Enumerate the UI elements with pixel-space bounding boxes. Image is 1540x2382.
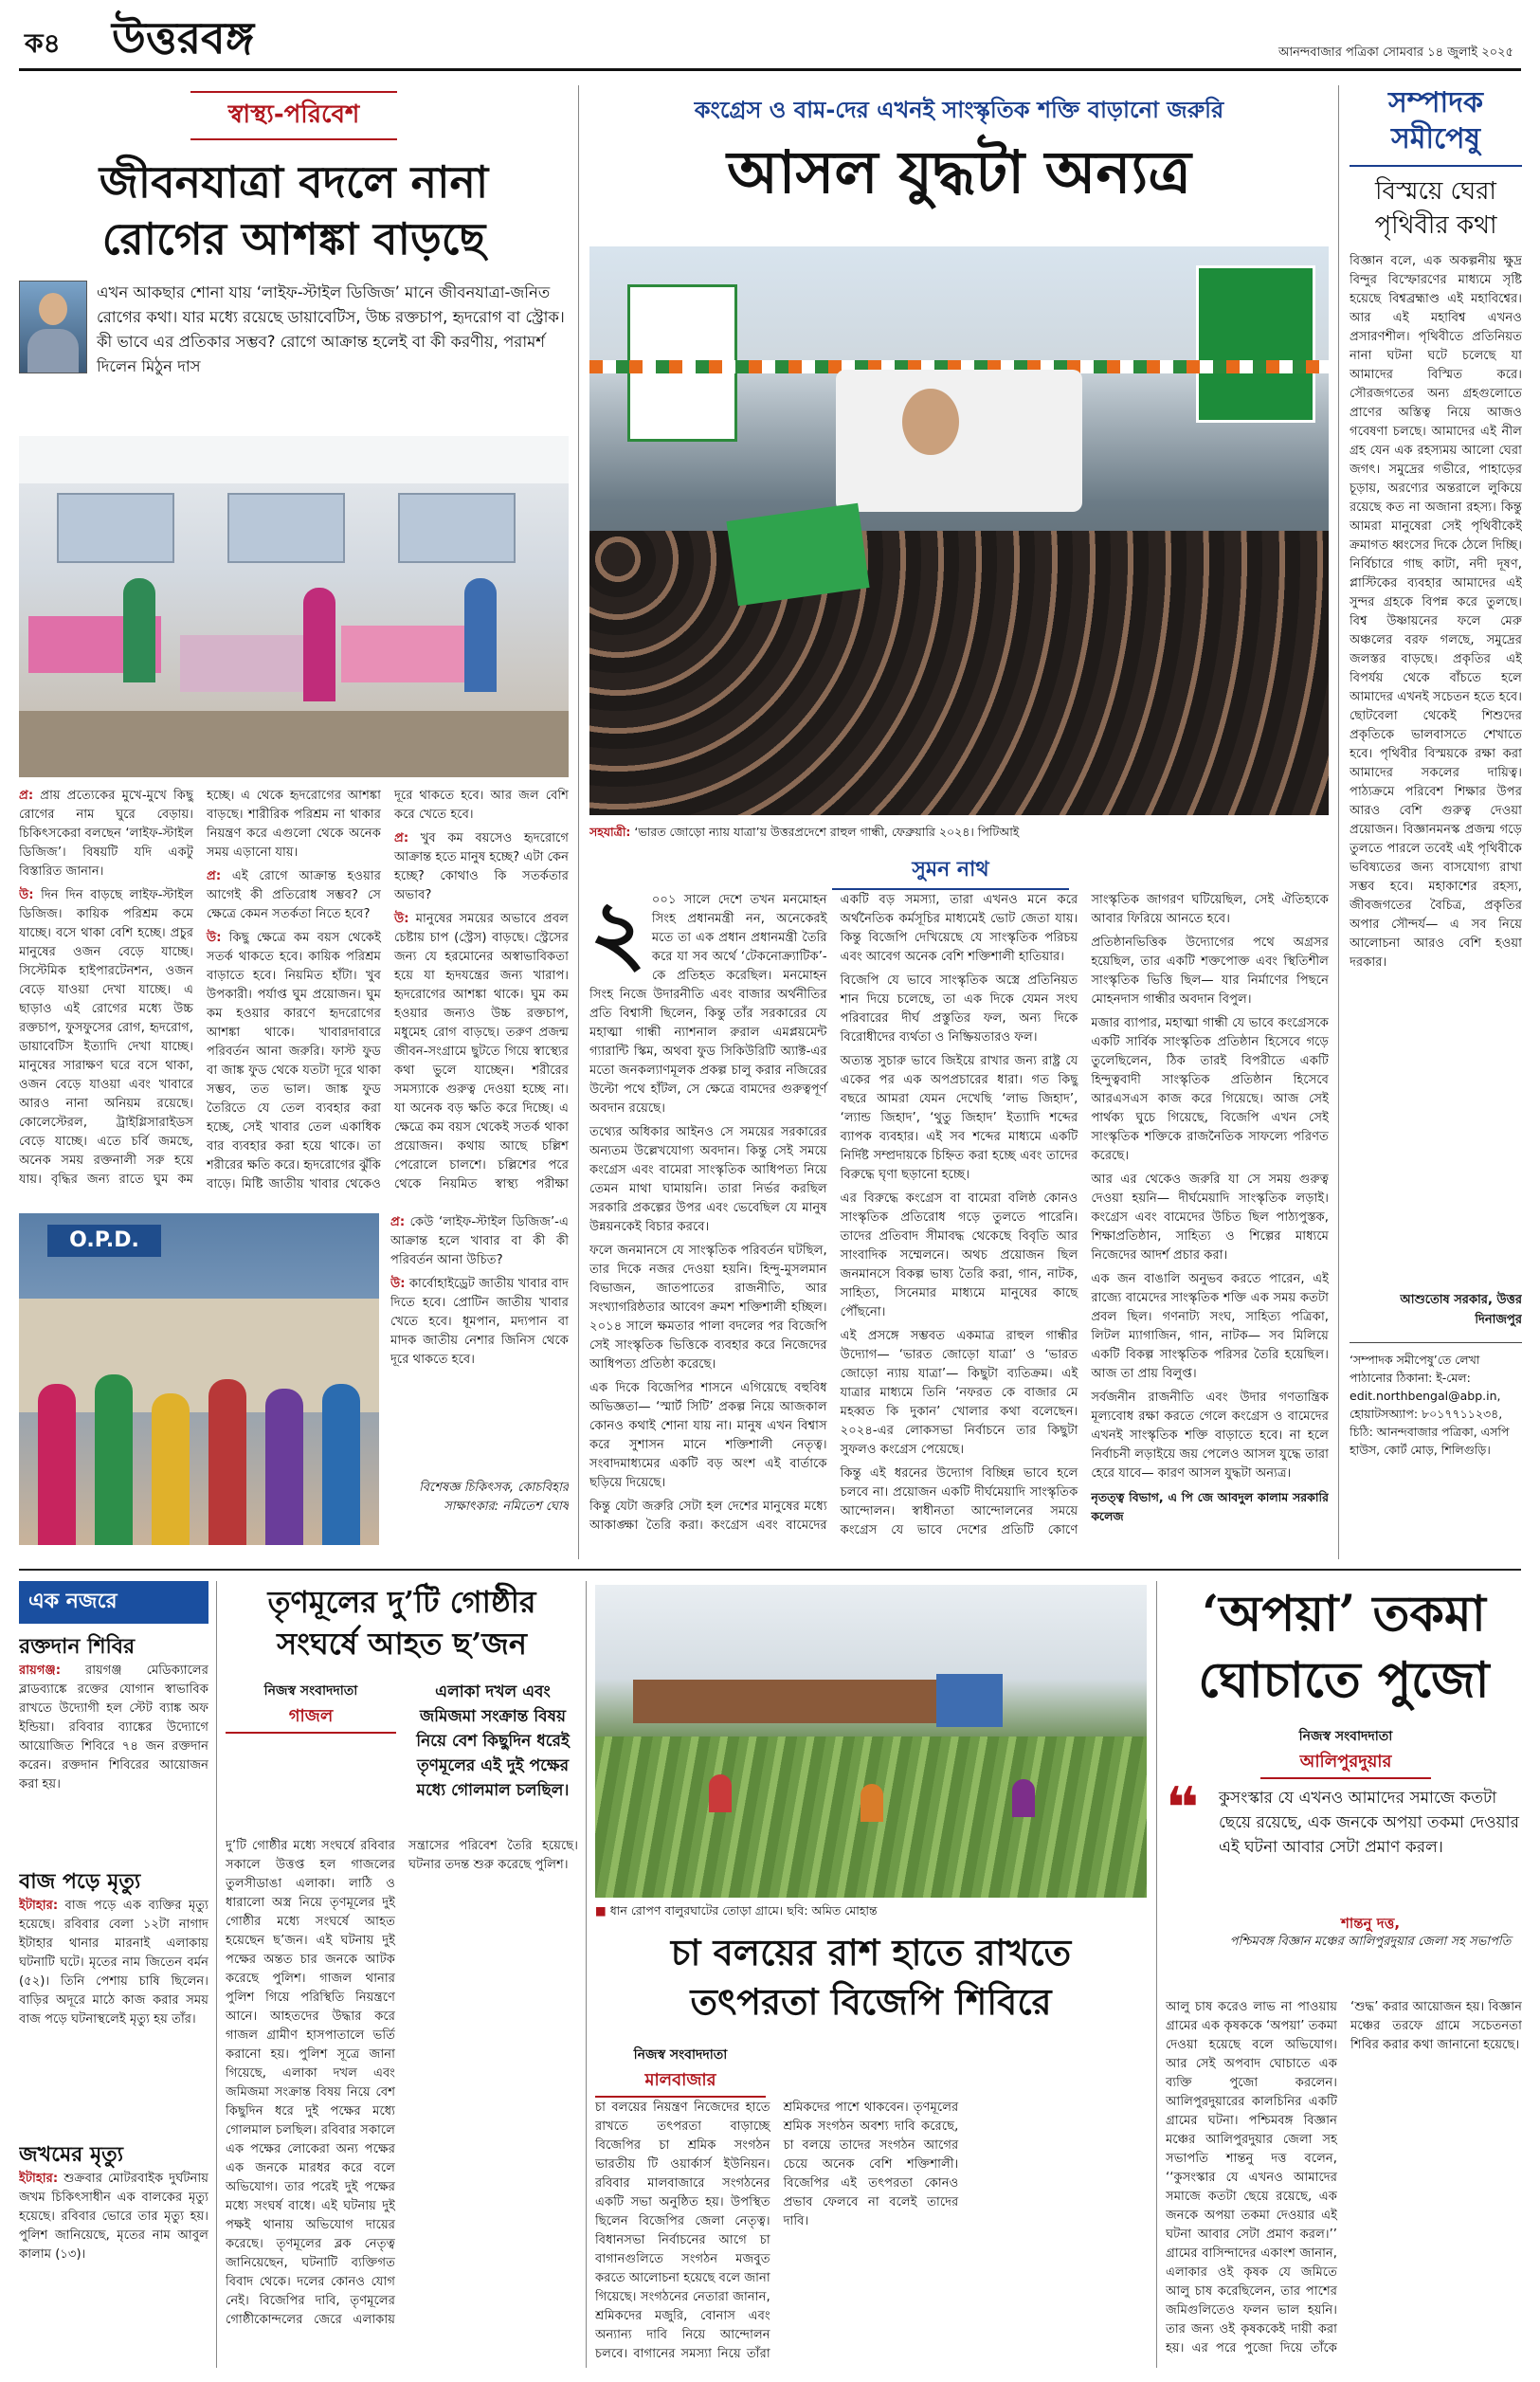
dropcap: ২ <box>589 882 646 983</box>
puja-headline-2: ঘোচাতে পুজো <box>1198 1651 1490 1709</box>
paper-date: আনন্দবাজার পত্রিকা সোমবার ১৪ জুলাই ২০২৫ <box>1277 45 1513 60</box>
health-headline <box>19 154 569 267</box>
opd-sign: O.P.D. <box>47 1225 161 1257</box>
health-intro: এখন আকছার শোনা যায় ‘লাইফ-স্টাইল ডিজিজ’ মানে জীবনযাত্রা-জনিত রোগের কথা। যার মধ্যে রয়েছে ডায়াবেটিস, উচ্চ রক্তচাপ, হৃদরোগ বা স্ট্রোক। কী ভাবে এর প্রতিকার সম্ভব? রোগে আক্রান্ত হলেই বা কী করণীয়, পরামর্শ দিলেন মিঠুন দাস <box>97 283 565 375</box>
politics-para: সর্বজনীন রাজনীতি এবং উদার গণতান্ত্রিক মূল্যবোধ রক্ষা করতে গেলে কংগ্রেস ও বামেদের এখনই সাংস্কৃতিক শক্তি বাড়াতে হবে। না হলে নির্বাচনী লড়াইয়ে জয় পেলেও আসল যুদ্ধে তারা হেরে যাবে— কারণ আসল যুদ্ধটা অন্যত্র। <box>1091 1391 1329 1481</box>
letters-kicker <box>1350 85 1522 157</box>
quote-mark-icon: ❝ <box>1166 1775 1200 1842</box>
politics-article <box>589 85 1329 1564</box>
health-credit-interviewer: সাক্ষাৎকার: নমিতেশ ঘোষ <box>444 1500 569 1514</box>
tea-reporter: নিজস্ব সংবাদদাতা <box>633 2047 728 2063</box>
brief-item <box>19 1868 208 2134</box>
letters-column <box>1350 85 1522 1564</box>
politics-para: ২ ০০১ সালে দেশে তখন মনমোহন সিংহ প্রধানমন্ত্রী নন, অনেকেরই মতে তা এক প্রধান প্রধানমন্ত্রী তৈরি করে যা সব অর্থে ‘টেকনোক্র্যাটিক’-কে প্রতিহত করেছিল। মনমোহন সিংহ নিজে উদারনীতি এবং বাজার অর্থনীতির প্রতি বিশ্বাসী ছিলেন, কিন্তু তাঁর সরকারের যে মহাত্মা গান্ধী ন্যাশনাল রুরাল এমপ্লয়মেন্ট গ্যারান্টি স্কিম, অথবা ফুড সিকিউরিটি অ্যাক্ট-এর মতো জনকল্যাণমূলক প্রকল্প চালু করার নজিরের উল্টো পথে হাঁটল, সে ক্ষেত্রে বামদের গুরুত্বপূর্ণ অবদান রয়েছে। <box>589 882 827 1116</box>
author-photo <box>19 281 87 373</box>
rally-caption <box>589 825 1329 840</box>
section-rule <box>19 1569 1521 1571</box>
politics-para: এক দিকে বিজেপির শাসনে এগিয়েছে বহুবিধ অভিজ্ঞতা— ‘স্মার্ট সিটি’ প্রকল্প নিয়ে আজকাল কোনও কথাই শোনা যায় না। মানুষ এখন বিশ্বাস করে সুশাসন মানে শক্তিশালী নেতৃত্ব। সংবাদমাধ্যমের একটি বড় অংশ এই বার্তাকে ছড়িয়ে দিয়েছে। <box>589 1381 827 1490</box>
clash-headline-1: তৃণমূলের দু’টি গোষ্ঠীর <box>267 1584 536 1620</box>
puja-quote-by: শান্তনু দত্ত, <box>1340 1915 1401 1932</box>
paddy-caption: ■ ধান রোপণ বালুরঘাটের তোড়া গ্রামে। ছবি: অমিত মোহান্ত <box>595 1903 878 1918</box>
politics-author-note: নৃতত্ত্ব বিভাগ, এ পি জে আবদুল কালাম সরকারি কলেজ <box>1091 1490 1329 1523</box>
qa-item: প্র: প্রায় প্রত্যেকের মুখে-মুখে কিছু রোগের নাম ঘুরে বেড়ায়। চিকিৎসকেরা বলছেন ‘লাইফ-স্টাইল ডিজিজ’। বিষয়টি যদি একটু বিস্তারিত জানান। <box>19 789 193 879</box>
opd-queue-photo <box>19 1213 379 1545</box>
health-article <box>19 85 569 1564</box>
clash-headline-2: সংঘর্ষে আহত ছ’জন <box>277 1626 527 1662</box>
puja-headline-1: ‘অপয়া’ তকমা <box>1202 1585 1486 1643</box>
qa-item: উ: কিছু ক্ষেত্রে কম বয়স থেকেই সতর্ক থাকতে হবে। কায়িক পরিশ্রম বাড়াতে হবে। নিয়মিত হাঁটা। খুব উপকারী। পর্যাপ্ত ঘুম প্রয়োজন। ঘুম কম হওয়ার কারণে হৃদরোগের আশঙ্কা থাকে। খাবারদাবারে পরিবর্তন আনা জরুরি। ফাস্ট ফুড বা জাঙ্ক ফুড থেকে যতটা দূরে থাকা সম্ভব, তত ভাল। জাঙ্ক ফুড তৈরিতে যে তেল ব্যবহার করা হচ্ছে, সেই খাবার তেল একাধিক বার ব্যবহার করা হয়ে থাকে। তা শরীরের ক্ষতি করে। হৃদরোগের ঝুঁকি বাড়ে। মিষ্টি জাতীয় খাবার থেকেও দূরে থাকতে হবে। আর জল বেশি করে খেতে হবে। <box>207 789 569 1191</box>
health-qa-bottom <box>390 1213 569 1469</box>
qa-item: উ: দিন দিন বাড়ছে লাইফ-স্টাইল ডিজিজ। কায়িক পরিশ্রম কমে যাচ্ছে। বসে থাকা বেশি হচ্ছে। প্রচুর মানুষের ওজন বেড়ে যাচ্ছে। সিস্টেমিক হাইপারটেনশন, ওজন বেড়ে যাওয়া দেখা যাচ্ছে। এ ছাড়াও এই রোগের মধ্যে উচ্চ রক্তচাপ, ফুসফুসের রোগ, হৃদরোগ, ডায়াবেটিস ইত্যাদি দেখা যাচ্ছে। মানুষের সারাক্ষণ ঘরে বসে থাকা, ওজন বেড়ে যাওয়া এবং খাবারে আরও নানা অনিয়ম রয়েছে। কোলেস্টেরল, ট্রাইগ্লিসারাইডস বেড়ে যাচ্ছে। এতে চর্বি জমছে, অনেক সময় রক্তনালী সরু হয়ে যায়। বৃদ্ধির জন্য রাতে ঘুম কম হচ্ছে। এ থেকে হৃদরোগের আশঙ্কা বাড়ছে। শারীরিক পরিশ্রম না থাকার নিয়ন্ত্রণ করে এগুলো থেকে অনেক সময় এড়ানো যায়। <box>19 789 381 1187</box>
politics-para: বিজেপি যে ভাবে সাংস্কৃতিক অস্ত্রে প্রতিনিয়ত শান দিয়ে চলেছে, তা এক দিকে যেমন সংঘ পরিবারের দীর্ঘ প্রস্তুতির ফল, অন্য দিকে বিরোধীদের ব্যর্থতা ও নিষ্ক্রিয়তারও ফল। <box>840 973 1078 1045</box>
letters-notice: ‘সম্পাদক সমীপেষু’তে লেখা পাঠানোর ঠিকানা: ই-মেল: edit.northbengal@abp.in, হোয়াটসঅ্যাপ: ৮০১৭৭১১২৩৪, চিঠি: আনন্দবাজার পত্রিকা, এসপি হাউস, কোর্ট মোড়, শিলিগুড়ি। <box>1350 1342 1522 1459</box>
letter-headline <box>1350 165 1522 243</box>
politics-headline: আসল যুদ্ধটা অন্যত্র <box>727 137 1191 207</box>
politics-para: ফলে জনমানসে যে সাংস্কৃতিক পরিবর্তন ঘটছিল, তার দিকে নজর দেওয়া হয়নি। হিন্দু-মুসলমান বিভাজন, জাতপাতের রাজনীতি, আর সংখ্যাগরিষ্ঠতার আবেগ ক্রমশ শক্তিশালী হচ্ছিল। ২০১৪ সালে ক্ষমতার পালা বদলের পর বিজেপি সেই সাংস্কৃতিক ভিত্তিকে ব্যবহার করে নিজেদের আধিপত্য প্রতিষ্ঠা করেছে। <box>589 1244 827 1372</box>
brief-text: ইটাহার: শুক্রবার মোটরবাইক দুর্ঘটনায় জখম চিকিৎসাধীন এক বালকের মৃত্যু হয়েছে। রবিবার ভোরে তার মৃত্যু হয়। পুলিশ জানিয়েছে, মৃতের নাম আবুল কালাম (১৩)। <box>19 2172 208 2262</box>
masthead <box>0 0 1540 74</box>
tea-article <box>595 1928 1147 2368</box>
letter-headline-2: পৃথিবীর কথা <box>1374 211 1497 240</box>
briefs-label: এক নজরে <box>19 1581 208 1624</box>
health-headline-line1: জীবনযাত্রা বদলে নানা <box>99 156 489 208</box>
health-headline-line2: রোগের আশঙ্কা বাড়ছে <box>101 213 486 264</box>
clash-article <box>226 1581 578 2368</box>
qa-item: প্র: কেউ ‘লাইফ-স্টাইল ডিজিজ’-এ আক্রান্ত হলে খাবার বা কী কী পরিবর্তন আনা উচিত? <box>390 1215 569 1267</box>
paddy-field-photo <box>595 1585 1147 1898</box>
clash-pullquote: এলাকা দখল এবং জমিজমা সংক্রান্ত বিষয় নিয়ে বেশ কিছুদিন ধরেই তৃণমূলের এই দুই পক্ষের মধ্যে গোলমাল চলছিল। <box>416 1682 570 1800</box>
column-rule <box>216 1581 217 2368</box>
column-rule <box>1156 1581 1157 2368</box>
rally-caption-text: ‘ভারত জোড়ো ন্যায় যাত্রা’য় উত্তরপ্রদেশে রাহুল গান্ধী, ফেব্রুয়ারি ২০২৪। পিটিআই <box>634 825 1020 839</box>
brief-text: ইটাহার: বাজ পড়ে এক ব্যক্তির মৃত্যু হয়েছে। রবিবার বেলা ১২টা নাগাদ ইটাহার থানার মারনাই এলাকায় ঘটনাটি ঘটে। মৃতের নাম জিতেন বর্মন (৫২)। তিনি পেশায় চাষি ছিলেন। বাড়ির অদূরে মাঠে কাজ করার সময় বাজ পড়ে ঘটনাস্থলেই মৃত্যু হয় তাঁর। <box>19 1899 208 2027</box>
brief-item <box>19 1633 208 1861</box>
health-credit-role: বিশেষজ্ঞ চিকিৎসক, কোচবিহার <box>419 1481 569 1495</box>
brief-text: রায়গঞ্জ: রায়গঞ্জ মেডিক্যালের ব্লাডব্যাঙ্কে রক্তের যোগান স্বাভাবিক রাখতে উদ্যোগী হল স্টেট ব্যাঙ্ক অফ ইন্ডিয়া। রবিবার ব্যাঙ্কের উদ্যোগে আয়োজিত শিবিরে ৭৪ জন রক্তদান করেন। রক্তদান শিবিরের আয়োজন করা হয়। <box>19 1664 208 1791</box>
qa-item: প্র: এই রোগে আক্রান্ত হওয়ার আগেই কী প্রতিরোধ সম্ভব? সে ক্ষেত্রে কেমন সতর্কতা নিতে হবে? <box>207 869 381 921</box>
brief-head: বাজ পড়ে মৃত্যু <box>19 1870 141 1894</box>
rally-photo <box>589 246 1329 815</box>
column-rule <box>1338 85 1339 1559</box>
politics-para: এক জন বাঙালি অনুভব করতে পারেন, এই রাজ্যে বামেদের সাংস্কৃতিক শক্তি এক সময় কতটা প্রবল ছিল। গণনাট্য সংঘ, সাহিত্য পত্রিকা, লিটল ম্যাগাজিন, গান, নাটক— সব মিলিয়ে একটি বিকল্প সাংস্কৃতিক পরিসর তৈরি হয়েছিল। আজ তা প্রায় বিলুপ্ত। <box>1091 1272 1329 1381</box>
politics-kicker: কংগ্রেস ও বাম-দের এখনই সাংস্কৃতিক শক্তি বাড়ানো জরুরি <box>694 97 1224 123</box>
brief-head: রক্তদান শিবির <box>19 1635 136 1659</box>
puja-dateline: আলিপুরদুয়ার <box>1260 1748 1431 1779</box>
politics-para: অত্যন্ত সুচারু ভাবে জিইয়ে রাখার জন্য রাষ্ট্র যে একের পর এক অপপ্রচারের ধারা। গত কিছু বছরে আমরা যেমন দেখেছি ‘লাভ জিহাদ’, ‘ল্যান্ড জিহাদ’, ‘থুতু জিহাদ’ ইত্যাদি শব্দের ব্যাপক ব্যবহার। এই সব শব্দের মাধ্যমে একটি নির্দিষ্ট সম্প্রদায়কে চিহ্নিত করা হচ্ছে এবং তাদের বিরুদ্ধে ঘৃণা ছড়ানো হচ্ছে। <box>840 1054 1078 1182</box>
qa-item: প্র: খুব কম বয়সেও হৃদরোগে আক্রান্ত হতে মানুষ হচ্ছে? এটা কেন হচ্ছে? কোথাও কি সতর্কতার অভাব? <box>394 831 569 902</box>
puja-quote-box <box>1166 1775 1522 1989</box>
politics-para: এই প্রসঙ্গে সম্ভবত একমাত্র রাহুল গান্ধীর উদ্যোগ— ‘ভারত জোড়ো যাত্রা’ ও ‘ভারত জোড়ো ন্যায় যাত্রা’— কিছুটা ব্যতিক্রম। এই যাত্রার মাধ্যমে তিনি ‘নফরত কে বাজার মে মহব্বত কি দুকান’ খোলার কথা বলেছেন। ২০২৪-এর লোকসভা নির্বাচনে তার কিছুটা সুফলও কংগ্রেস পেয়েছে। <box>840 1329 1078 1457</box>
hospital-ward-photo <box>19 436 569 777</box>
tea-byline <box>595 2044 766 2098</box>
health-kicker: স্বাস্থ্য-পরিবেশ <box>190 91 398 140</box>
brief-item <box>19 2141 208 2331</box>
puja-reporter: নিজস্ব সংবাদদাতা <box>1298 1729 1393 1744</box>
page-number: ক৪ <box>25 27 61 59</box>
politics-body <box>589 882 1329 1545</box>
politics-para: কিন্তু যেটা জরুরি সেটা হল দেশের মানুষের মধ্যে আকাঙ্ক্ষা তৈরি করা। কংগ্রেস এবং বামেদের একটি বড় সমস্যা, তারা এখনও মনে করে অর্থনৈতিক কর্মসূচির মাধ্যমেই ভোট জেতা যায়। কিন্তু বিজেপি দেখিয়েছে যে সাংস্কৃতিক পরিচয় এবং আবেগ অনেক বেশি শক্তিশালী হাতিয়ার। <box>589 893 1078 1533</box>
clash-dateline: গাজল <box>226 1702 396 1734</box>
letter-body: বিজ্ঞান বলে, এক অকল্পনীয় ক্ষুদ্র বিন্দুর বিস্ফোরণের মাধ্যমে সৃষ্টি হয়েছে বিশ্বব্রহ্মাণ্ড এই মহাবিশ্বের। আর এই মহাবিশ্ব এখনও প্রসারণশীল। পৃথিবীতে প্রতিনিয়ত নানা ঘটনা ঘটে চলেছে যা আমাদের বিস্মিত করে। সৌরজগতের অন্য গ্রহগুলোতে প্রাণের অস্তিত্ব নিয়ে আজও গবেষণা চলছে। আমাদের এই নীল গ্রহ যেন এক রহস্যময় আলো ঘেরা জগৎ। সমুদ্রের গভীরে, পাহাড়ের চূড়ায়, অরণ্যের অন্তরালে লুকিয়ে রয়েছে কত না অজানা রহস্য। কিন্তু আমরা মানুষেরা সেই পৃথিবীকেই ক্রমাগত ধ্বংসের দিকে ঠেলে দিচ্ছি। নির্বিচারে গাছ কাটা, নদী দূষণ, প্লাস্টিকের ব্যবহার আমাদের এই সুন্দর গ্রহকে বিপন্ন করে তুলছে। বিশ্ব উষ্ণায়নের ফলে মেরু অঞ্চলের বরফ গলছে, সমুদ্রের জলস্তর বাড়ছে। প্রকৃতির এই বিপর্যয় থেকে বাঁচতে হলে আমাদের এখনই সচেতন হতে হবে। ছোটবেলা থেকেই শিশুদের প্রকৃতিকে ভালবাসতে শেখাতে হবে। পৃথিবীর বিস্ময়কে রক্ষা করা আমাদের সকলের দায়িত্ব। পাঠ্যক্রমে পরিবেশ শিক্ষার উপর আরও বেশি গুরুত্ব দেওয়া প্রয়োজন। বিজ্ঞানমনস্ক প্রজন্ম গড়ে তুলতে পারলে তবেই এই পৃথিবীকে ভবিষ্যতের জন্য বাসযোগ্য রাখা সম্ভব হবে। মহাকাশের রহস্য, জীবজগতের বৈচিত্র, প্রকৃতির অপার সৌন্দর্য— এ সব নিয়ে আলোচনা আরও বেশি হওয়া দরকার। <box>1350 254 1522 970</box>
clash-byline <box>226 1680 396 1734</box>
tea-headline <box>595 1928 1147 2027</box>
puja-quote: কুসংস্কার যে এখনও আমাদের সমাজে কতটা ছেয়ে রয়েছে, এক জনকে অপয়া তকমা দেওয়ার এই ঘটনা আবার সেটা প্রমাণ করল। <box>1219 1789 1519 1857</box>
puja-byline <box>1260 1725 1431 1779</box>
politics-para: তথ্যের অধিকার আইনও সে সময়ের সরকারের অন্যতম উল্লেখযোগ্য অবদান। কিন্তু সেই সময়ে কংগ্রেস এবং বামেরা সাংস্কৃতিক আধিপত্য নিয়ে তেমন মাথা ঘামায়নি। তারা নির্ভর করছিল সরকারি প্রকল্পের উপর এবং ভেবেছিল যে মানুষ উন্নয়নকেই বিচার করবে। <box>589 1125 827 1234</box>
column-rule <box>578 85 579 1559</box>
paddy-caption-text: ধান রোপণ বালুরঘাটের তোড়া গ্রামে। ছবি: অমিত মোহান্ত <box>609 1903 878 1918</box>
politics-para: মজার ব্যাপার, মহাত্মা গান্ধী যে ভাবে কংগ্রেসকে একটি সার্বিক সাংস্কৃতিক প্রতিষ্ঠান হিসেবে গড়ে তুলেছিলেন, ঠিক তারই বিপরীতে একটি হিন্দুত্ববাদী সাংস্কৃতিক প্রতিষ্ঠান হিসেবে আরএসএস কাজ করে গিয়েছে। আজ সেই পার্থক্য ঘুচে গিয়েছে, বিজেপি এখন সেই সাংস্কৃতিক শক্তিকে রাজনৈতিক সাফল্যে পরিণত করেছে। <box>1091 1016 1329 1163</box>
puja-article <box>1166 1581 1522 2368</box>
puja-body: আলু চাষ করেও লাভ না পাওয়ায় গ্রামের এক কৃষককে ‘অপয়া’ তকমা দেওয়া হয়েছে বলে অভিযোগ। আর সেই অপবাদ ঘোচাতে এক ব্যক্তি পুজো করলেন। আলিপুরদুয়ারের কালচিনির একটি গ্রামের ঘটনা। পশ্চিমবঙ্গ বিজ্ঞান মঞ্চের আলিপুরদুয়ার জেলা সহ সভাপতি শান্তনু দত্ত বলেন, ‘‘কুসংস্কার যে এখনও আমাদের সমাজে কতটা ছেয়ে রয়েছে, এক জনকে অপয়া তকমা দেওয়ার এই ঘটনা আবার সেটা প্রমাণ করল।’’ গ্রামের বাসিন্দাদের একাংশ জানান, এলাকার ওই কৃষক যে জমিতে আলু চাষ করেছিলেন, তার পাশের জমিগুলিতেও ফলন ভাল হয়নি। তার জন্য ওই কৃষককেই দায়ী করা হয়। এর পরে পুজো দিয়ে তাঁকে ‘শুদ্ধ’ করার আয়োজন হয়। বিজ্ঞান মঞ্চের তরফে গ্রামে সচেতনতা শিবির করার কথা জানানো হয়েছে। <box>1166 2000 1522 2355</box>
puja-quote-role: পশ্চিমবঙ্গ বিজ্ঞান মঞ্চের আলিপুরদুয়ার জেলা সহ সভাপতি <box>1229 1935 1512 1949</box>
clash-headline <box>226 1581 578 1664</box>
letters-kicker-2: সমীপেষু <box>1390 122 1481 155</box>
letters-kicker-1: সম্পাদক <box>1387 86 1484 119</box>
qa-item: উ: মানুষের সময়ের অভাবে প্রবল চেষ্টায় চাপ (স্ট্রেস) বাড়ছে। স্ট্রেসের জন্য যে হরমোনের অস্বাভাবিকতা হয়ে যা হৃদযন্ত্রের জন্য খারাপ। হৃদরোগের আশঙ্কা থাকে। ঘুম কম হওয়ার জন্যও উচ্চ রক্তচাপ, মধুমেহ রোগ বাড়ছে। তরুণ প্রজন্ম জীবন-সংগ্রামে ছুটতে গিয়ে স্বাস্থ্যের কথা ভুলে যাচ্ছেন। শরীরের সমস্যাকে গুরুত্ব দেওয়া হচ্ছে না। যা অনেক বড় ক্ষতি করে দিচ্ছে। এ ক্ষেত্রে কম বয়স থেকেই সতর্ক থাকা প্রয়োজন। কথায় আছে চল্লিশ পেরোলে চালশে। চল্লিশের পরে থেকে নিয়মিত স্বাস্থ্য পরীক্ষা <box>394 912 569 1191</box>
qa-item: উ: কার্বোহাইড্রেট জাতীয় খাবার বাদ দিতে হবে। প্রোটিন জাতীয় খাবার খেতে হবে। ধূমপান, মদ্যপান বা মাদক জাতীয় নেশার জিনিস থেকে দূরে থাকতে হবে। <box>390 1277 569 1367</box>
letter-signoff: আশুতোষ সরকার, উত্তর দিনাজপুর <box>1400 1293 1522 1327</box>
tea-dateline: মালবাজার <box>595 2066 766 2098</box>
health-qa-top <box>19 787 569 1204</box>
brief-head: জখমের মৃত্যু <box>19 2143 124 2167</box>
clash-body: দু’টি গোষ্ঠীর মধ্যে সংঘর্ষে রবিবার সকালে উত্তপ্ত হল গাজলের তুলসীডাঙা এলাকা। লাঠি ও ধারালো অস্ত্র নিয়ে তৃণমূলের দুই গোষ্ঠীর মধ্যে সংঘর্ষে আহত হয়েছেন ছ’জন। এই ঘটনায় দুই পক্ষের অন্তত চার জনকে আটক করেছে পুলিশ। গাজল থানার পুলিশ গিয়ে পরিস্থিতি নিয়ন্ত্রণে আনে। আহতদের উদ্ধার করে গাজল গ্রামীণ হাসপাতালে ভর্তি করানো হয়। পুলিশ সূত্রে জানা গিয়েছে, এলাকা দখল এবং জমিজমা সংক্রান্ত বিষয় নিয়ে বেশ কিছুদিন ধরে দুই পক্ষের মধ্যে গোলমাল চলছিল। রবিবার সকালে এক পক্ষের লোকেরা অন্য পক্ষের এক জনকে মারধর করে বলে অভিযোগ। তার পরেই দুই পক্ষের মধ্যে সংঘর্ষ বাধে। এই ঘটনায় দুই পক্ষই থানায় অভিযোগ দায়ের করেছে। তৃণমূলের ব্লক নেতৃত্ব জানিয়েছেন, ঘটনাটি ব্যক্তিগত বিবাদ থেকে। দলের কোনও যোগ নেই। বিজেপির দাবি, তৃণমূলের গোষ্ঠীকোন্দলের জেরে এলাকায় সন্ত্রাসের পরিবেশ তৈরি হয়েছে। ঘটনার তদন্ত শুরু করেছে পুলিশ। <box>226 1839 578 2327</box>
politics-byline: সুমন নাথ <box>832 853 1069 890</box>
clash-reporter: নিজস্ব সংবাদদাতা <box>263 1683 358 1699</box>
tea-headline-2: তৎপরতা বিজেপি শিবিরে <box>690 1980 1052 2023</box>
tea-headline-1: চা বলয়ের রাশ হাতে রাখতে <box>670 1931 1072 1973</box>
tea-body: চা বলয়ের নিয়ন্ত্রণ নিজেদের হাতে রাখতে তৎপরতা বাড়াচ্ছে বিজেপির চা শ্রমিক সংগঠন ভারতীয় টি ওয়ার্কার্স ইউনিয়ন। রবিবার মালবাজারে সংগঠনের একটি সভা অনুষ্ঠিত হয়। উপস্থিত ছিলেন বিজেপির জেলা নেতৃত্ব। বিধানসভা নির্বাচনের আগে চা বাগানগুলিতে সংগঠন মজবুত করতে আলোচনা হয়েছে বলে জানা গিয়েছে। সংগঠনের নেতারা জানান, শ্রমিকদের মজুরি, বোনাস এবং অন্যান্য দাবি নিয়ে আন্দোলন চলবে। বাগানের সমস্যা নিয়ে তাঁরা শ্রমিকদের পাশে থাকবেন। তৃণমূলের শ্রমিক সংগঠন অবশ্য দাবি করেছে, চা বলয়ে তাদের সংগঠন আগের চেয়ে অনেক বেশি শক্তিশালী। বিজেপির এই তৎপরতা কোনও প্রভাব ফেলবে না বলেই তাদের দাবি। <box>595 2100 959 2361</box>
column-rule <box>586 1581 587 2368</box>
politics-para: প্রতিষ্ঠানভিত্তিক উদ্যোগের পথে অগ্রসর হয়েছিল, তার একটি শক্তপোক্ত এবং স্থিতিশীল সাংস্কৃতিক ভিত্তি ছিল— যার নির্মাণের পিছনে মোহনদাস গান্ধীর অবদান বিপুল। <box>1091 936 1329 1007</box>
rally-caption-label: সহযাত্রী: <box>589 825 631 839</box>
briefs-column <box>19 1581 208 2368</box>
politics-para: এর বিরুদ্ধে কংগ্রেস বা বামেরা বলিষ্ঠ কোনও সাংস্কৃতিক প্রতিরোধ গড়ে তুলতে পারেনি। তাদের প্রতিবাদ সীমাবদ্ধ থেকেছে বিবৃতি আর সাংবাদিক সম্মেলনে। অথচ প্রয়োজন ছিল জনমানসে বিকল্প ভাষ্য তৈরি করা, গান, নাটক, সাহিত্য, সিনেমার মাধ্যমে মানুষের কাছে পৌঁছনো। <box>840 1191 1078 1319</box>
health-credit <box>390 1479 569 1517</box>
section-title: উত্তরবঙ্গ <box>112 12 255 64</box>
puja-headline <box>1166 1581 1522 1714</box>
masthead-rule <box>19 68 1521 71</box>
letter-headline-1: বিস্ময়ে ঘেরা <box>1375 177 1496 206</box>
rally-banner-right <box>1196 265 1315 423</box>
politics-para: আর এর থেকেও জরুরি যা সে সময় গুরুত্ব দেওয়া হয়নি— দীর্ঘমেয়াদি সাংস্কৃতিক লড়াই। কংগ্রেস এবং বামেদের উচিত ছিল পাঠ্যপুস্তক, শিক্ষাপ্রতিষ্ঠান, সাহিত্য ও শিল্পের মাধ্যমে নিজেদের আদর্শ প্রচার করা। <box>1091 1173 1329 1263</box>
politics-para: কিন্তু এই ধরনের উদ্যোগ বিচ্ছিন্ন ভাবে হলে চলবে না। প্রয়োজন একটি দীর্ঘমেয়াদি সাংস্কৃতিক আন্দোলন। স্বাধীনতা আন্দোলনের সময়ে কংগ্রেস যে ভাবে দেশের প্রতিটি কোণে সাংস্কৃতিক জাগরণ ঘটিয়েছিল, সেই ঐতিহ্যকে আবার ফিরিয়ে আনতে হবে। <box>840 893 1329 1537</box>
